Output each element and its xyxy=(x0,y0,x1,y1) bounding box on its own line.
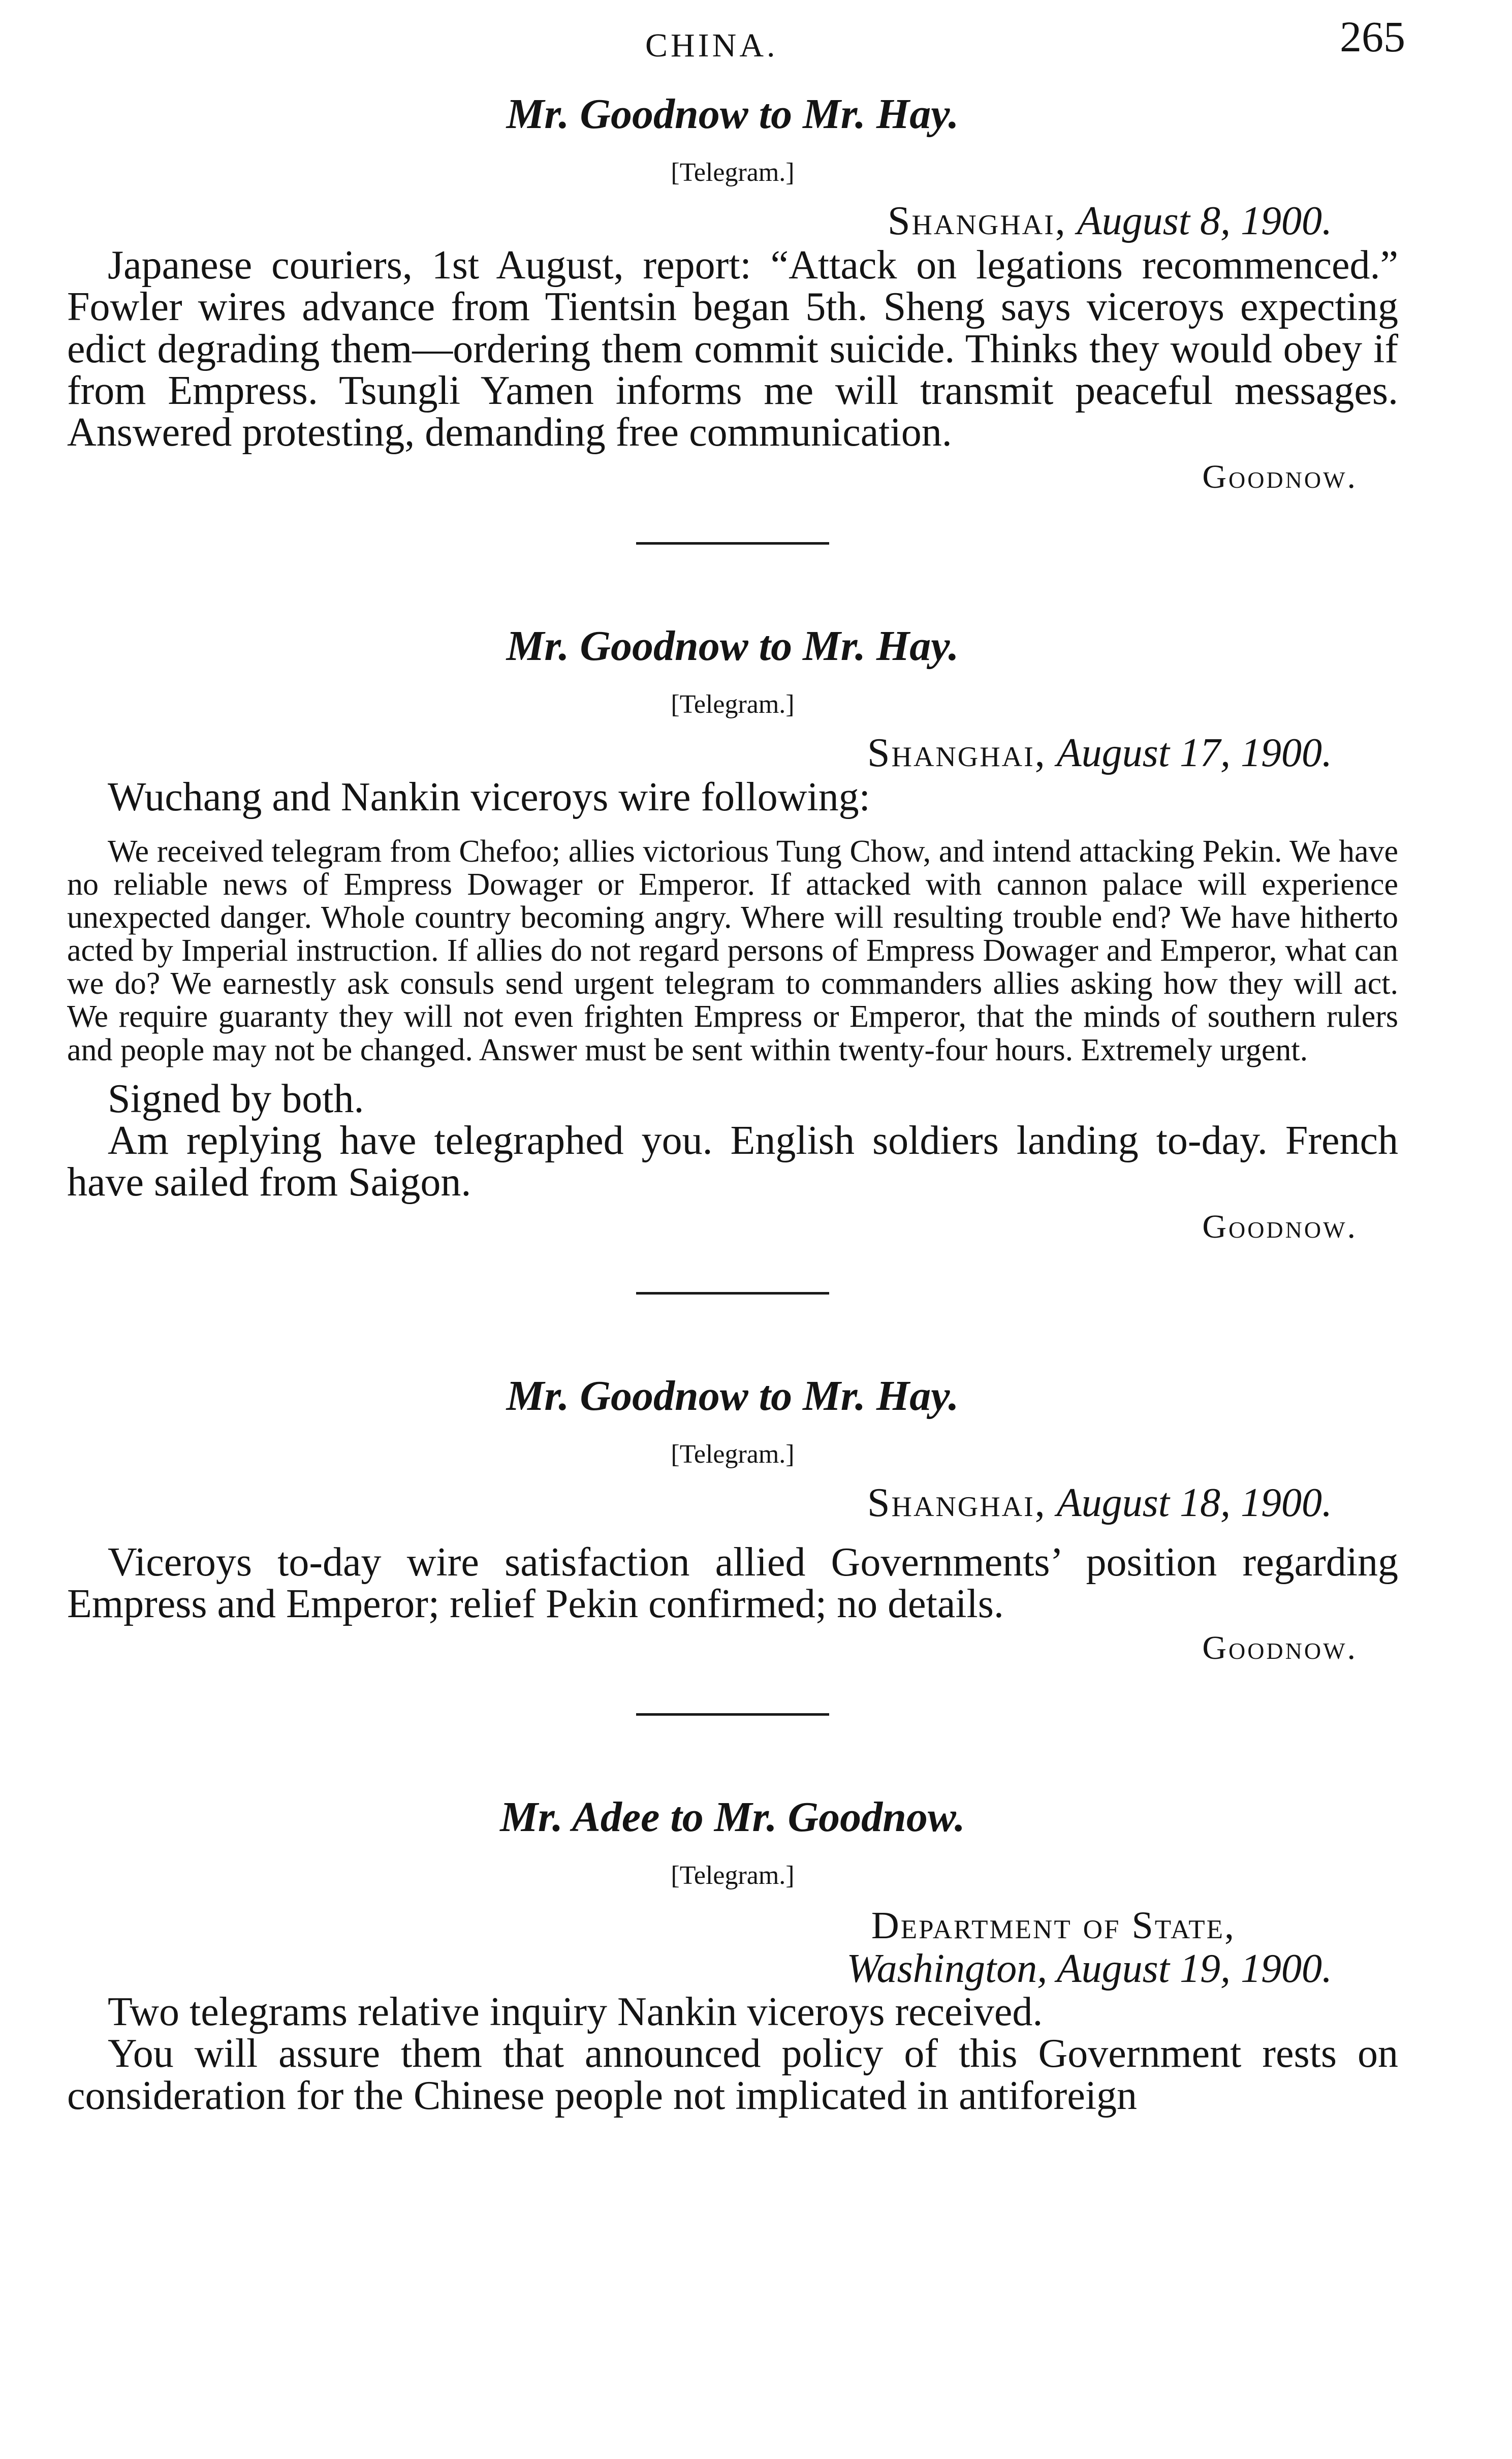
section-divider xyxy=(636,1292,829,1295)
quoted-telegram: We received telegram from Chefoo; allies victorious Tung Chow, and intend attacking Pekin. We have no reliable news of Empress Dowager or Emperor. If attacked with cannon palace will experience unexpected danger. Whole country becoming angry. Where will resulting trouble end? We have hitherto acted by Imperial instruction. If allies do not regard persons of Empress Dowager and Emperor, what can we do? We earnestly ask consuls send urgent telegram to commanders allies asking how they will act. We require guaranty they will not even frighten Empress or Emperor, that the minds of southern rulers and people may not be changed. Answer must be sent within twenty-four hours. Extremely urgent. xyxy=(67,834,1398,1067)
section-title: Mr. Goodnow to Mr. Hay. xyxy=(506,90,959,138)
dateline-date: August 18, 1900. xyxy=(1056,1480,1332,1525)
section-divider xyxy=(636,1713,829,1716)
dateline-place: Shanghai, xyxy=(867,1480,1047,1525)
running-head xyxy=(0,11,1512,67)
telegram-label: [Telegram.] xyxy=(671,1861,795,1890)
signature: Goodnow. xyxy=(1202,1208,1358,1245)
telegram-section-3 xyxy=(67,1371,1398,1668)
dateline xyxy=(67,730,1332,776)
body-paragraph-intro: Wuchang and Nankin viceroys wire following: xyxy=(108,774,870,819)
dateline-date: August 8, 1900. xyxy=(1077,198,1332,243)
telegram-label: [Telegram.] xyxy=(671,689,795,719)
dateline xyxy=(67,1479,1332,1526)
dateline-place: Shanghai, xyxy=(867,730,1047,775)
section-title: Mr. Goodnow to Mr. Hay. xyxy=(506,1372,959,1420)
signature: Goodnow. xyxy=(1202,1629,1358,1667)
dateline-date: Washington, August 19, 1900. xyxy=(846,1946,1332,1991)
dateline-department: Department of State, xyxy=(871,1904,1236,1947)
telegram-label: [Telegram.] xyxy=(671,1439,795,1469)
body-paragraph: Viceroys to-day wire satisfaction allied Governments’ position regarding Empress and Emperor; relief Pekin confirmed; no details. xyxy=(67,1539,1398,1626)
section-title: Mr. Adee to Mr. Goodnow. xyxy=(500,1793,965,1841)
running-head-title: CHINA. xyxy=(645,27,778,64)
page-number: 265 xyxy=(1340,12,1405,61)
section-title: Mr. Goodnow to Mr. Hay. xyxy=(506,622,959,670)
body-paragraph: Japanese couriers, 1st August, report: “Attack on legations recommenced.” Fowler wires advance from Tientsin began 5th. Sheng says viceroys expecting edict degrading them—ordering them commit suicide. Thinks they would obey if from Empress. Tsungli Yamen informs me will transmit peaceful messages. Answered protesting, demanding free communication. xyxy=(67,242,1398,455)
body-paragraph: Two telegrams relative inquiry Nankin viceroys received. xyxy=(108,1989,1043,2034)
dateline xyxy=(67,198,1332,244)
signature: Goodnow. xyxy=(1202,458,1358,495)
telegram-label: [Telegram.] xyxy=(671,157,795,187)
body-paragraph: You will assure them that announced policy of this Government rests on consideration for the Chinese people not implicated in antiforeign xyxy=(67,2031,1398,2118)
body-paragraph: Am replying have telegraphed you. English soldiers landing to-day. French have sailed from Saigon. xyxy=(67,1118,1398,1205)
section-divider xyxy=(636,542,829,545)
page-content xyxy=(67,89,1398,2117)
body-paragraph: Signed by both. xyxy=(108,1076,364,1121)
telegram-section-4 xyxy=(67,1792,1398,2117)
telegram-section-1 xyxy=(67,89,1398,496)
dateline-date: August 17, 1900. xyxy=(1056,730,1332,775)
dateline-place: Shanghai, xyxy=(887,198,1067,243)
telegram-section-2 xyxy=(67,621,1398,1246)
